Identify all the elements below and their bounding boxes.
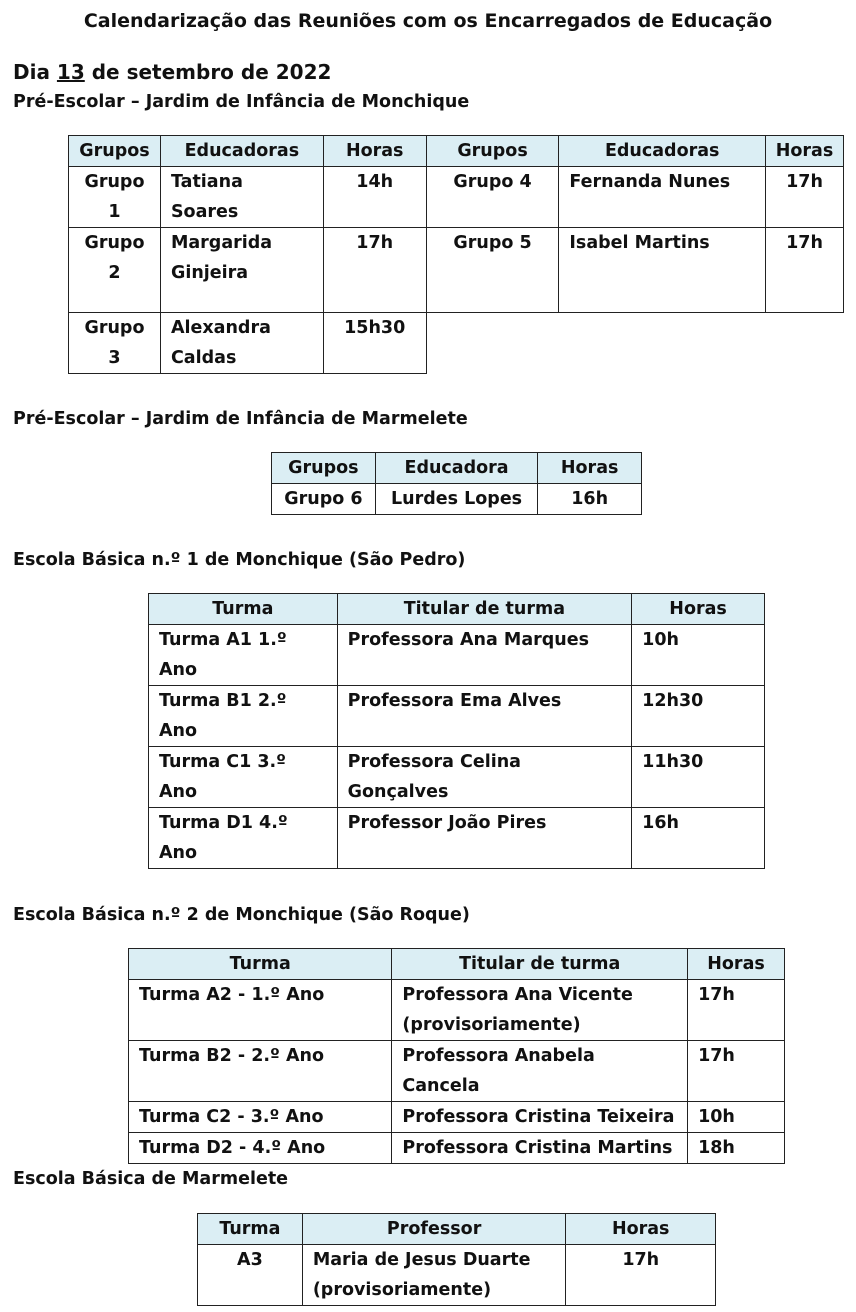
table-cell: 11h30 bbox=[632, 747, 765, 808]
table-cell: Professora Celina Gonçalves bbox=[337, 747, 631, 808]
empty-cell bbox=[559, 313, 766, 374]
table-cell: Professora Ema Alves bbox=[337, 686, 631, 747]
column-header: Grupos bbox=[69, 136, 161, 167]
section-heading-eb-marmelete: Escola Básica de Marmelete bbox=[13, 1169, 289, 1189]
table-eb1-monchique bbox=[148, 593, 765, 869]
table-cell: 12h30 bbox=[632, 686, 765, 747]
table-row bbox=[129, 1133, 785, 1164]
column-header: Horas bbox=[566, 1214, 716, 1245]
column-header: Grupos bbox=[272, 453, 376, 484]
table-header-row bbox=[198, 1214, 716, 1245]
table-cell: 17h bbox=[766, 228, 844, 313]
table-cell: 10h bbox=[632, 625, 765, 686]
table-cell: Professora Cristina Teixeira bbox=[392, 1102, 688, 1133]
table-cell: Tatiana Soares bbox=[160, 167, 323, 228]
table-cell: 16h bbox=[538, 484, 642, 515]
table-row bbox=[149, 747, 765, 808]
column-header: Educadoras bbox=[559, 136, 766, 167]
table-cell: Grupo 1 bbox=[69, 167, 161, 228]
table-row bbox=[149, 808, 765, 869]
table-cell: Lurdes Lopes bbox=[375, 484, 538, 515]
table-cell: Maria de Jesus Duarte (provisoriamente) bbox=[302, 1245, 566, 1306]
table-cell: 16h bbox=[632, 808, 765, 869]
table-cell: 15h30 bbox=[323, 313, 426, 374]
table-cell: Grupo 4 bbox=[426, 167, 559, 228]
table-cell: 17h bbox=[688, 980, 785, 1041]
table-cell: 14h bbox=[323, 167, 426, 228]
table-cell: Fernanda Nunes bbox=[559, 167, 766, 228]
table-cell: Professora Ana Vicente (provisoriamente) bbox=[392, 980, 688, 1041]
table-ji-monchique bbox=[68, 135, 844, 374]
table-cell: Professora Ana Marques bbox=[337, 625, 631, 686]
table-cell: Turma C1 3.º Ano bbox=[149, 747, 338, 808]
table-cell: Turma B1 2.º Ano bbox=[149, 686, 338, 747]
date-suffix: de setembro de 2022 bbox=[84, 60, 332, 84]
table-cell: 17h bbox=[323, 228, 426, 313]
empty-cell bbox=[766, 313, 844, 374]
page-title: Calendarização das Reuniões com os Encarregados de Educação bbox=[83, 10, 773, 32]
section-heading-eb1-monchique: Escola Básica n.º 1 de Monchique (São Pedro) bbox=[13, 550, 466, 570]
column-header: Horas bbox=[766, 136, 844, 167]
column-header: Turma bbox=[129, 949, 392, 980]
column-header: Turma bbox=[149, 594, 338, 625]
table-cell: A3 bbox=[198, 1245, 303, 1306]
table-row bbox=[149, 686, 765, 747]
column-header: Horas bbox=[632, 594, 765, 625]
table-row bbox=[149, 625, 765, 686]
table-row bbox=[198, 1245, 716, 1306]
table-cell: Turma A1 1.º Ano bbox=[149, 625, 338, 686]
table-ji-marmelete bbox=[271, 452, 642, 515]
section-heading-eb2-monchique: Escola Básica n.º 2 de Monchique (São Roque) bbox=[13, 905, 470, 925]
date-day: 13 bbox=[56, 60, 85, 84]
table-cell: Grupo 6 bbox=[272, 484, 376, 515]
table-row bbox=[129, 1041, 785, 1102]
table-cell: Turma D1 4.º Ano bbox=[149, 808, 338, 869]
table-cell: 18h bbox=[688, 1133, 785, 1164]
table-cell: Professor João Pires bbox=[337, 808, 631, 869]
table-row bbox=[69, 313, 844, 374]
date-prefix: Dia bbox=[13, 60, 57, 84]
meeting-date bbox=[13, 58, 331, 86]
table-row bbox=[69, 228, 844, 313]
table-cell: Turma B2 - 2.º Ano bbox=[129, 1041, 392, 1102]
column-header: Professor bbox=[302, 1214, 566, 1245]
column-header: Educadora bbox=[375, 453, 538, 484]
table-header-row bbox=[129, 949, 785, 980]
table-cell: Professora Anabela Cancela bbox=[392, 1041, 688, 1102]
table-cell: 17h bbox=[688, 1041, 785, 1102]
table-cell: Turma C2 - 3.º Ano bbox=[129, 1102, 392, 1133]
table-cell: Alexandra Caldas bbox=[160, 313, 323, 374]
column-header: Horas bbox=[538, 453, 642, 484]
table-cell: Margarida Ginjeira bbox=[160, 228, 323, 313]
empty-cell bbox=[426, 313, 559, 374]
section-heading-ji-marmelete: Pré-Escolar – Jardim de Infância de Marmelete bbox=[13, 409, 468, 429]
table-cell: Isabel Martins bbox=[559, 228, 766, 313]
column-header: Titular de turma bbox=[337, 594, 631, 625]
table-cell: Grupo 2 bbox=[69, 228, 161, 313]
table-cell: 17h bbox=[766, 167, 844, 228]
table-row bbox=[272, 484, 642, 515]
table-cell: Professora Cristina Martins bbox=[392, 1133, 688, 1164]
table-cell: Turma A2 - 1.º Ano bbox=[129, 980, 392, 1041]
table-eb-marmelete bbox=[197, 1213, 716, 1306]
table-cell: 10h bbox=[688, 1102, 785, 1133]
section-heading-ji-monchique: Pré-Escolar – Jardim de Infância de Monchique bbox=[13, 92, 470, 112]
table-cell: 17h bbox=[566, 1245, 716, 1306]
column-header: Educadoras bbox=[160, 136, 323, 167]
column-header: Grupos bbox=[426, 136, 559, 167]
column-header: Horas bbox=[688, 949, 785, 980]
table-cell: Grupo 5 bbox=[426, 228, 559, 313]
table-row bbox=[129, 1102, 785, 1133]
table-eb2-monchique bbox=[128, 948, 785, 1164]
column-header: Titular de turma bbox=[392, 949, 688, 980]
table-header-row bbox=[149, 594, 765, 625]
column-header: Horas bbox=[323, 136, 426, 167]
column-header: Turma bbox=[198, 1214, 303, 1245]
table-header-row bbox=[69, 136, 844, 167]
table-row bbox=[129, 980, 785, 1041]
table-cell: Grupo 3 bbox=[69, 313, 161, 374]
table-row bbox=[69, 167, 844, 228]
table-header-row bbox=[272, 453, 642, 484]
table-cell: Turma D2 - 4.º Ano bbox=[129, 1133, 392, 1164]
